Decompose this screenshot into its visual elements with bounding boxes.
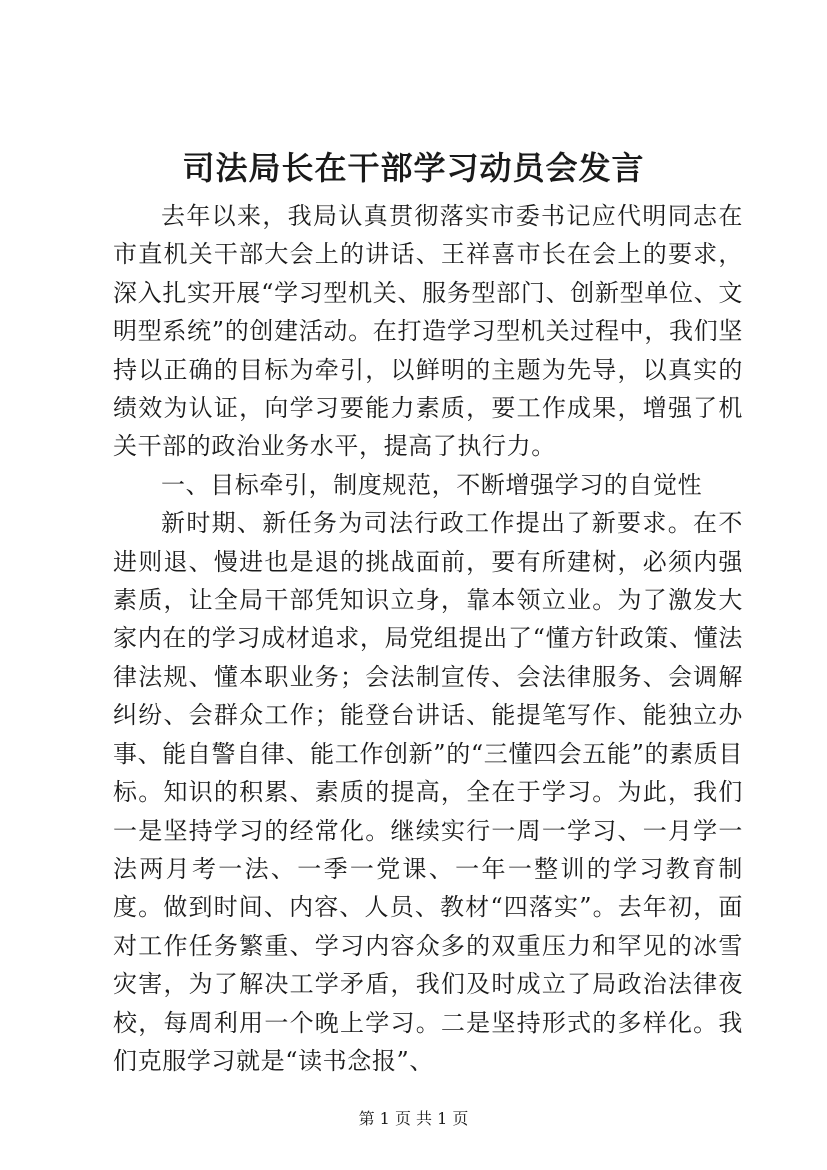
section-heading-1: 一、目标牵引，制度规范，不断增强学习的自觉性	[161, 470, 703, 499]
paragraph-intro: 去年以来，我局认真贯彻落实市委书记应代明同志在市直机关干部大会上的讲话、王祥喜市长在会上的要求，深入扎实开展“学习型机关、服务型部门、创新型单位、文明型系统”的创建活动。在打造学习型机关过程中，我们坚持以正确的目标为牵引，以鲜明的主题为先导，以真实的绩效为认证，向学习要能力素质，要工作成果，增强了机关干部的政治业务水平，提高了执行力。	[113, 202, 743, 461]
document-title: 司法局长在干部学习动员会发言	[182, 149, 645, 187]
page-number-footer: 第 1 页 共 1 页	[358, 1109, 469, 1128]
paragraph-section-1: 新时期、新任务为司法行政工作提出了新要求。在不进则退、慢进也是退的挑战面前，要有所建树，必须内强素质，让全局干部凭知识立身，靠本领立业。为了激发大家内在的学习成材追求，局党组提出了“懂方针政策、懂法律法规、懂本职业务；会法制宣传、会法律服务、会调解纠纷、会群众工作；能登台讲话、能提笔写作、能独立办事、能自警自律、能工作创新”的“三懂四会五能”的素质目标。知识的积累、素质的提高，全在于学习。为此，我们一是坚持学习的经常化。继续实行一周一学习、一月学一法两月考一法、一季一党课、一年一整训的学习教育制度。做到时间、内容、人员、教材“四落实”。去年初，面对工作任务繁重、学习内容众多的双重压力和罕见的冰雪灾害，为了解决工学矛盾，我们及时成立了局政治法律夜校，每周利用一个晚上学习。二是坚持形式的多样化。我们克服学习就是“读书念报”、	[113, 509, 743, 1075]
document-body	[113, 197, 743, 1080]
